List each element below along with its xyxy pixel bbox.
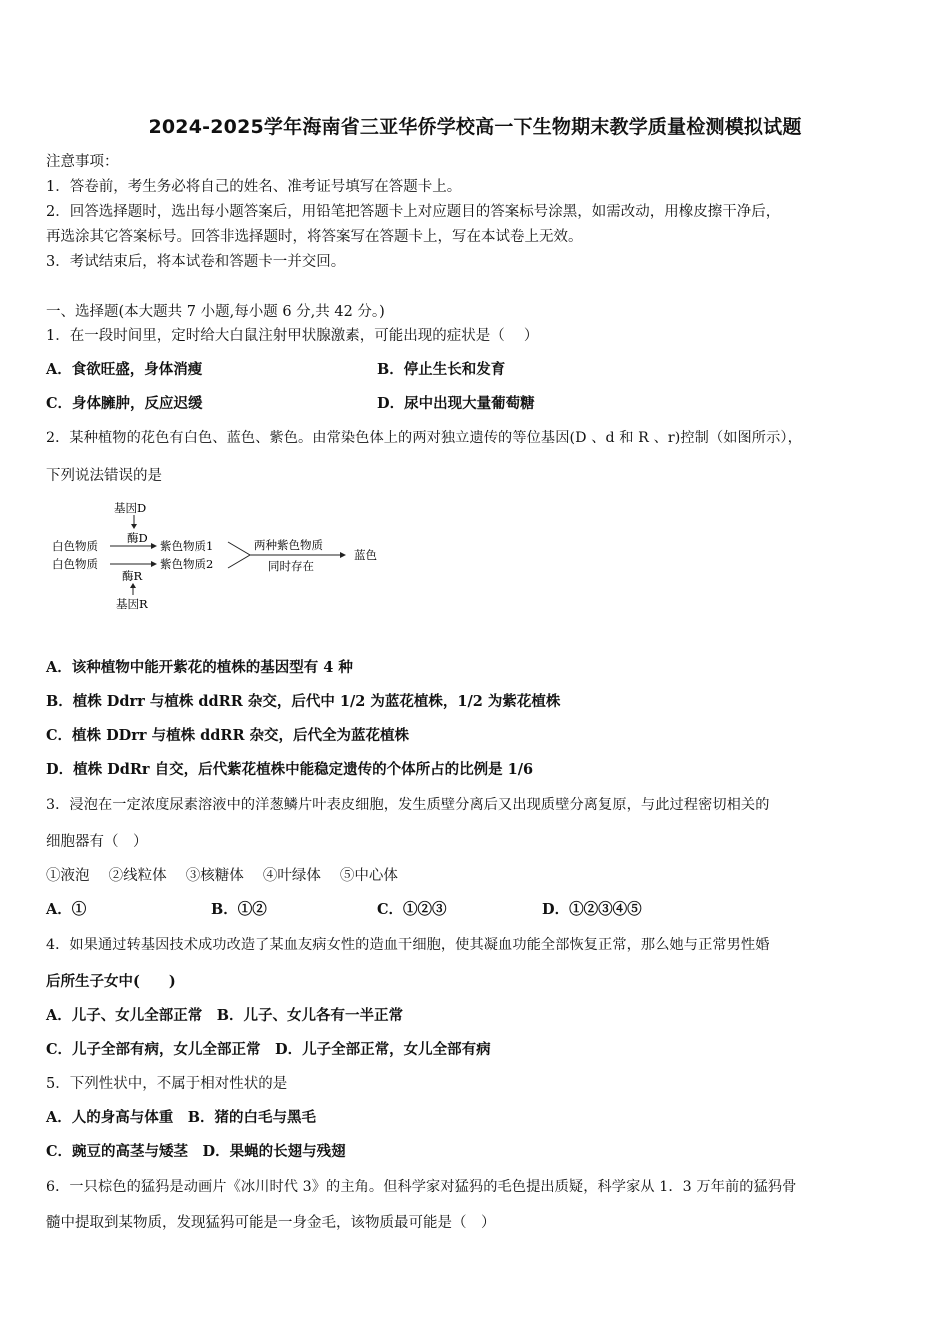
q1-option-a: A．食欲旺盛，身体消瘦: [46, 361, 203, 378]
question-5-stem: 5．下列性状中，不属于相对性状的是: [46, 1076, 288, 1092]
q3-option-c: C．①②③: [377, 901, 447, 918]
question-2-stem-cont: 下列说法错误的是: [46, 468, 162, 484]
gene-pathway-diagram: [50, 498, 390, 618]
q2-option-b: B．植株 Ddrr 与植株 ddRR 杂交，后代中 1/2 为蓝花植株，1/2 为紫花植株: [46, 693, 561, 710]
enzyme-r-label: 酶R: [122, 569, 143, 583]
arrow-head: [151, 561, 157, 567]
page-title: 2024-2025学年海南省三亚华侨学校高一下生物期末教学质量检测模拟试题: [148, 116, 802, 138]
q1-option-b: B．停止生长和发育: [377, 361, 506, 378]
q2-option-d: D．植株 DdRr 自交，后代紫花植株中能稳定遗传的个体所占的比例是 1/6: [46, 761, 534, 778]
arrow-head: [130, 583, 136, 588]
question-4-stem: 4．如果通过转基因技术成功改造了某血友病女性的造血干细胞，使其凝血功能全部恢复正常，那么她与正常男性婚: [46, 937, 770, 953]
notice-item: 再选涂其它答案标号。回答非选择题时，将答案写在答题卡上，写在本试卷上无效。: [46, 229, 583, 245]
white-substance-2: 白色物质: [52, 557, 98, 571]
q4-options-ab: A．儿子、女儿全部正常 B．儿子、女儿各有一半正常: [46, 1007, 404, 1024]
q4-options-cd: C．儿子全部有病，女儿全部正常 D．儿子全部正常，女儿全部有病: [46, 1041, 491, 1058]
q5-options-cd: C．豌豆的高茎与矮茎 D．果蝇的长翅与残翅: [46, 1143, 346, 1160]
purple-substance-2: 紫色物质2: [160, 557, 214, 571]
enzyme-d-label: 酶D: [127, 531, 148, 545]
gene-d-label: 基因D: [114, 501, 147, 515]
question-6-stem: 6．一只棕色的猛犸是动画片《冰川时代 3》的主角。但科学家对猛犸的毛色提出质疑，科学家从 1．3 万年前的猛犸骨: [46, 1179, 797, 1195]
q1-option-d: D．尿中出现大量葡萄糖: [377, 395, 535, 412]
q2-option-a: A．该种植物中能开紫花的植株的基因型有 4 种: [46, 659, 353, 676]
q1-option-c: C．身体臃肿，反应迟缓: [46, 395, 203, 412]
purple-substance-1: 紫色物质1: [160, 539, 214, 553]
notice-heading: 注意事项：: [46, 154, 119, 170]
blue-label: 蓝色: [354, 548, 377, 562]
q3-option-b: B．①②: [211, 901, 267, 918]
question-4-stem-cont: 后所生子女中( ): [46, 973, 176, 990]
question-3-stem-cont: 细胞器有（ ）: [46, 834, 148, 850]
q3-organelle-list: ①液泡 ②线粒体 ③核糖体 ④叶绿体 ⑤中心体: [46, 868, 398, 884]
q3-option-a: A．①: [46, 901, 87, 918]
notice-item: 2．回答选择题时，选出每小题答案后，用铅笔把答题卡上对应题目的答案标号涂黑，如需改动，用橡皮擦干净后，: [46, 204, 781, 220]
gene-r-label: 基因R: [116, 597, 148, 611]
q5-options-ab: A．人的身高与体重 B．猪的白毛与黑毛: [46, 1109, 317, 1126]
section-heading: 一、选择题(本大题共 7 小题,每小题 6 分,共 42 分。): [46, 304, 385, 320]
q2-option-c: C．植株 DDrr 与植株 ddRR 杂交，后代全为蓝花植株: [46, 727, 410, 744]
question-3-stem: 3．浸泡在一定浓度尿素溶液中的洋葱鳞片叶表皮细胞，发生质壁分离后又出现质壁分离复原，与此过程密切相关的: [46, 797, 770, 813]
coexist-label: 同时存在: [268, 559, 314, 573]
both-purple-label: 两种紫色物质: [254, 538, 323, 552]
arrow-head: [151, 543, 157, 549]
arrow-head: [131, 524, 137, 529]
question-6-stem-cont: 髓中提取到某物质，发现猛犸可能是一身金毛，该物质最可能是（ ）: [46, 1215, 496, 1231]
question-2-stem: 2．某种植物的花色有白色、蓝色、紫色。由常染色体上的两对独立遗传的等位基因(D 、d 和 R 、r)控制（如图所示），: [46, 430, 802, 446]
notice-item: 1．答卷前，考生务必将自己的姓名、准考证号填写在答题卡上。: [46, 179, 462, 195]
white-substance-1: 白色物质: [52, 539, 98, 553]
question-1-stem: 1．在一段时间里，定时给大白鼠注射甲状腺激素，可能出现的症状是（ ）: [46, 328, 539, 344]
notice-item: 3．考试结束后，将本试卷和答题卡一并交回。: [46, 254, 346, 270]
merge-bracket: [228, 542, 250, 568]
arrow-head: [340, 552, 346, 558]
q3-option-d: D．①②③④⑤: [542, 901, 642, 918]
